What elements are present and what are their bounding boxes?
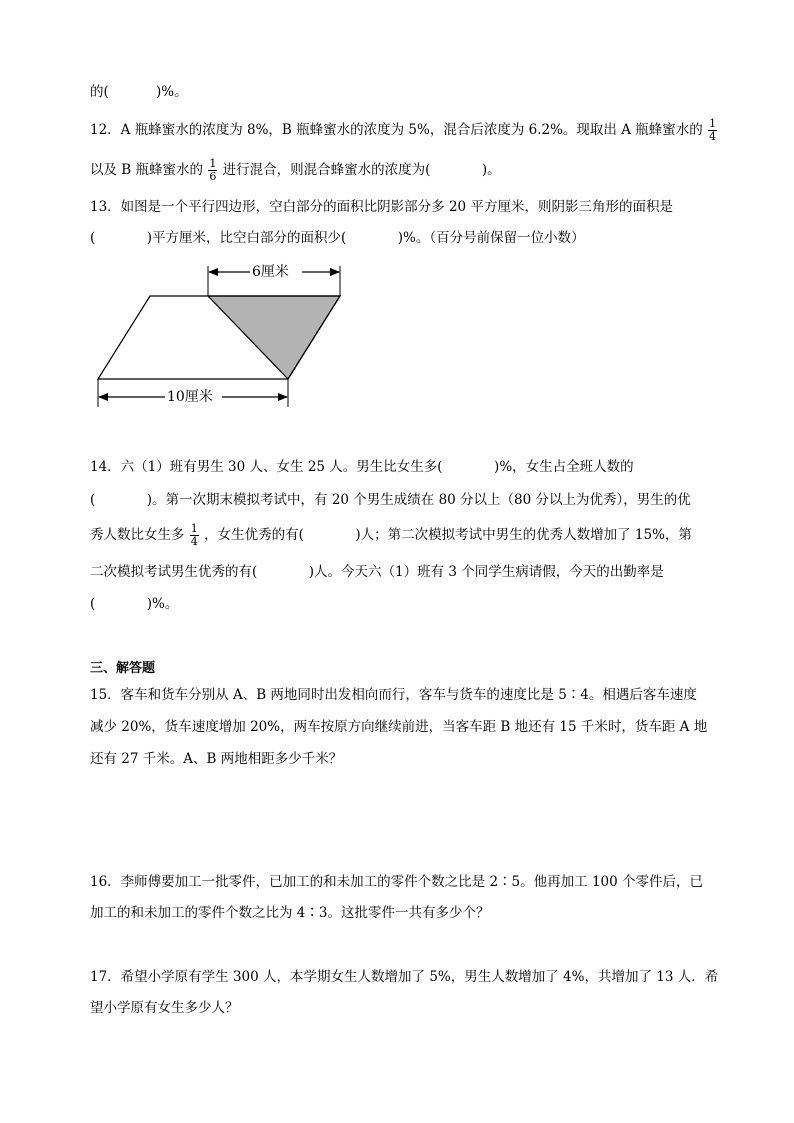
top-dimension-label: 6厘米 [252, 264, 289, 280]
q14-line-1: 14．六（1）班有男生 30 人、女生 25 人。男生比女生多( )%，女生占全班人数的 [90, 459, 634, 475]
q14-line-2: ( )。第一次期末模拟考试中，有 20 个男生成绩在 80 分以上（80 分以上为优秀），男生的优 [90, 492, 691, 508]
q12-line-1 [90, 118, 718, 143]
bottom-dimension-label: 10厘米 [167, 389, 213, 405]
q17-line-1: 17．希望小学原有学生 300 人，本学期女生人数增加了 5%，男生人数增加了 4%，共增加了 13 人．希 [90, 969, 719, 985]
q12-line-2 [90, 158, 501, 183]
fraction-numerator: 1 [709, 117, 717, 130]
q12-text-1: 12．A 瓶蜂蜜水的浓度为 8%，B 瓶蜂蜜水的浓度为 5%，混合后浓度为 6.2%。现取出 A 瓶蜂蜜水的 [90, 122, 703, 138]
q14-line-4: 二次模拟考试男生优秀的有( )人。今天六（1）班有 3 个同学生病请假，今天的出勤率是 [90, 564, 664, 580]
q17-line-2: 望小学原有女生多少人？ [90, 1000, 239, 1016]
fraction-numerator: 1 [190, 522, 198, 535]
section-heading: 三、解答题 [90, 661, 156, 676]
q14-line-3 [90, 523, 692, 548]
q16-line-2: 加工的和未加工的零件个数之比为 4∶3。这批零件一共有多少个？ [90, 905, 490, 921]
q12-text-2a: 以及 B 瓶蜂蜜水的 [90, 162, 204, 178]
q14-text-3b: ，女生优秀的有( )人；第二次模拟考试中男生的优秀人数增加了 15%，第 [204, 527, 692, 543]
q15-line-2: 减少 20%，货车速度增加 20%，两车按原方向继续前进，当客车距 B 地还有 15 千米时，货车距 A 地 [90, 719, 708, 735]
fraction-denominator: 4 [190, 535, 198, 548]
q13-line-2: ( )平方厘米，比空白部分的面积少( )%。（百分号前保留一位小数） [90, 230, 585, 246]
q14-fraction-one-quarter [190, 523, 199, 548]
shaded-triangle [208, 296, 340, 379]
q15-line-1: 15．客车和货车分别从 A、B 两地同时出发相向而行，客车与货车的速度比是 5∶4。相遇后客车速度 [90, 687, 697, 703]
q14-line-5: ( )%。 [90, 596, 179, 612]
q13-line-1: 13．如图是一个平行四边形，空白部分的面积比阴影部分多 20 平方厘米，则阴影三角形的面积是 [90, 199, 673, 215]
q11-tail [90, 82, 188, 102]
q12-text-2b: 进行混合，则混合蜂蜜水的浓度为( )。 [222, 162, 501, 178]
fraction-denominator: 6 [209, 170, 217, 183]
q11-answer-blank: )%。 [108, 84, 188, 100]
q14-text-3a: 秀人数比女生多 [90, 527, 185, 543]
q15-line-3: 还有 27 千米。A、B 两地相距多少千米？ [90, 751, 343, 767]
q12-fraction-one-quarter [708, 118, 717, 143]
fraction-denominator: 4 [709, 130, 717, 143]
fraction-numerator: 1 [209, 157, 217, 170]
q16-line-1: 16．李师傅要加工一批零件，已加工的和未加工的零件个数之比是 2∶5。他再加工 100 个零件后，已 [90, 874, 703, 890]
q11-tail-a: 的( [90, 84, 109, 100]
q12-fraction-one-sixth [208, 158, 217, 183]
parallelogram-outline [98, 296, 340, 379]
